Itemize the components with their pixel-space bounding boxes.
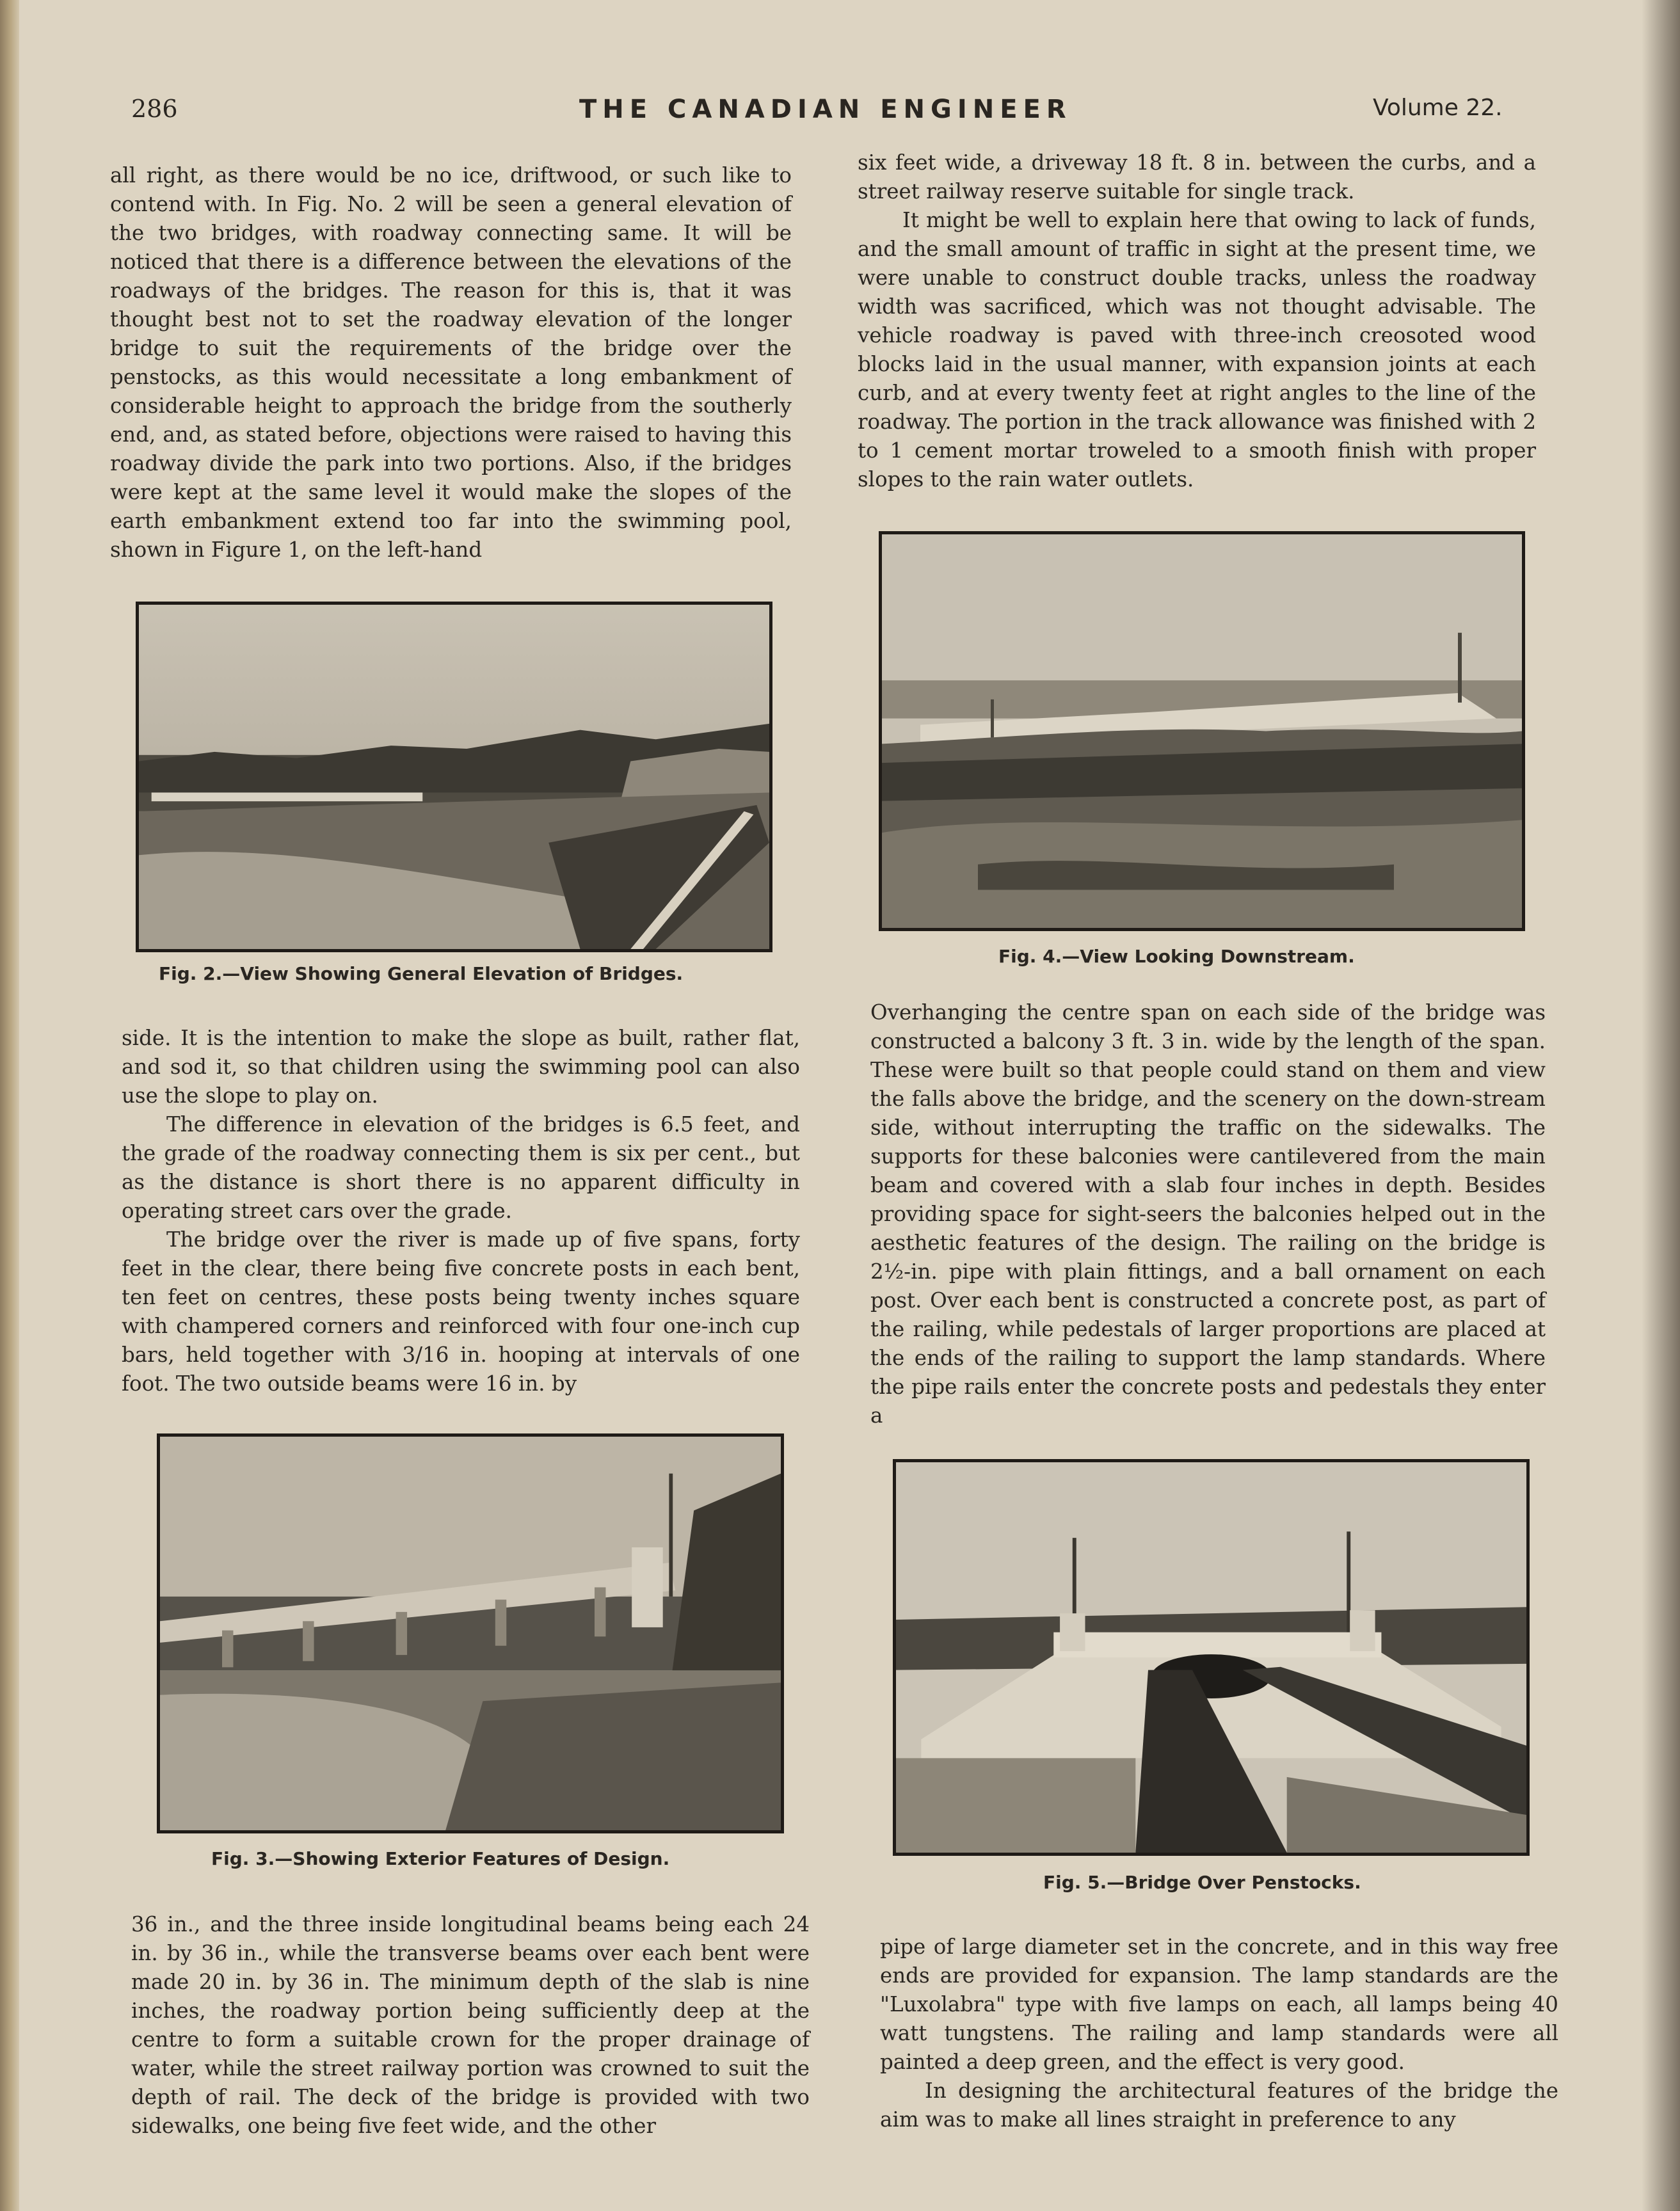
figure-3-photo: [157, 1433, 784, 1833]
paragraph: The difference in elevation of the bridges is 6.5 feet, and the grade of the roadway connecting them is six per cent., but as the distance is short there is no apparent difficulty in operating street cars over the grade.: [122, 1112, 800, 1223]
paragraph: 36 in., and the three inside longitudinal beams being each 24 in. by 36 in., while the transverse beams over each bent were made 20 in. by 36 in. The minimum depth of the slab is nine inches, the roadway portion being sufficiently deep at the centre to form a suitable crown for the proper drainage of water, while the street railway portion was crowned to suit the depth of rail. The deck of the bridge is provided with two sidewalks, one being five feet wide, and the other: [131, 1912, 810, 2138]
figure-2-photo: [136, 602, 772, 952]
page-edge-shadow: [1642, 0, 1680, 2211]
figure-4-caption: Fig. 4.—View Looking Downstream.: [998, 946, 1355, 967]
right-column-middle: [870, 998, 1546, 1430]
photo-bridge-penstocks: [896, 1462, 1526, 1853]
figure-3-caption: Fig. 3.—Showing Exterior Features of Design.: [211, 1848, 670, 1869]
volume-label: Volume 22.: [1373, 95, 1503, 121]
right-column-bottom: [880, 1933, 1558, 2134]
figure-2-caption: Fig. 2.—View Showing General Elevation of Bridges.: [159, 963, 684, 984]
photo-bridge-exterior: [160, 1437, 781, 1830]
photo-downstream: [882, 534, 1522, 928]
figure-5-photo: [893, 1459, 1530, 1856]
photo-river-bridges: [139, 605, 769, 949]
paragraph: pipe of large diameter set in the concrete, and in this way free ends are provided for expansion. The lamp standards are the "Luxolabra" type with five lamps on each, all lamps being 40 watt tungstens. The railing and lamp standards were all painted a deep green, and the effect is very good.: [880, 1935, 1558, 2074]
left-column-middle: [122, 1024, 800, 1398]
figure-5-caption: Fig. 5.—Bridge Over Penstocks.: [1043, 1872, 1361, 1893]
paragraph: It might be well to explain here that owing to lack of funds, and the small amount of traffic in sight at the present time, we were unable to construct double tracks, unless the roadway width was sacrificed, which was not thought advisable. The vehicle roadway is paved with three-inch creosoted wood blocks laid in the usual manner, with expansion joints at each curb, and at every twenty feet at right angles to the line of the roadway. The portion in the track allowance was finished with 2 to 1 cement mortar troweled to a smooth finish with proper slopes to the rain water outlets.: [858, 208, 1536, 491]
left-column-top: [110, 161, 792, 564]
paragraph: The bridge over the river is made up of five spans, forty feet in the clear, there being five concrete posts in each bent, ten feet on centres, these posts being twenty inches square with champered corners and reinforced with four one-inch cup bars, held together with 3/16 in. hooping at intervals of one foot. The two outside beams were 16 in. by: [122, 1227, 800, 1396]
journal-title: THE CANADIAN ENGINEER: [579, 95, 1072, 124]
paragraph: Overhanging the centre span on each side of the bridge was constructed a balcony 3 ft. 3 in. wide by the length of the span. These were built so that people could stand on them and view the falls above the bridge, and the scenery on the down-stream side, without interrupting the traffic on the sidewalks. The supports for these balconies were cantilevered from the main beam and covered with a slab four inches in depth. Besides providing space for sight-seers the balconies helped out in the aesthetic features of the design. The railing on the bridge is 2½-in. pipe with plain fittings, and a ball ornament on each post. Over each bent is constructed a concrete post, as part of the railing, while pedestals of larger proportions are placed at the ends of the railing to support the lamp standards. Where the pipe rails enter the concrete posts and pedestals they enter a: [870, 1000, 1546, 1428]
paragraph: side. It is the intention to make the slope as built, rather flat, and sod it, so that children using the swimming pool can also use the slope to play on.: [122, 1026, 800, 1108]
page-number: 286: [131, 95, 178, 123]
figure-4-photo: [879, 531, 1525, 931]
paragraph: six feet wide, a driveway 18 ft. 8 in. between the curbs, and a street railway reserve suitable for single track.: [858, 150, 1536, 204]
book-spine-shadow: [0, 0, 19, 2211]
paragraph: In designing the architectural features of the bridge the aim was to make all lines straight in preference to any: [880, 2079, 1558, 2132]
left-column-bottom: [131, 1910, 810, 2141]
paragraph: all right, as there would be no ice, driftwood, or such like to contend with. In Fig. No. 2 will be seen a general elevation of the two bridges, with roadway connecting same. It will be noticed that there is a difference between the elevations of the roadways of the bridges. The reason for this is, that it was thought best not to set the roadway elevation of the longer bridge to suit the requirements of the bridge over the penstocks, as this would necessitate a long embankment of considerable height to approach the bridge from the southerly end, and, as stated before, objections were raised to having this roadway divide the park into two portions. Also, if the bridges were kept at the same level it would make the slopes of the earth embankment extend too far into the swimming pool, shown in Figure 1, on the left-hand: [110, 163, 792, 562]
right-column-top: [858, 148, 1536, 494]
